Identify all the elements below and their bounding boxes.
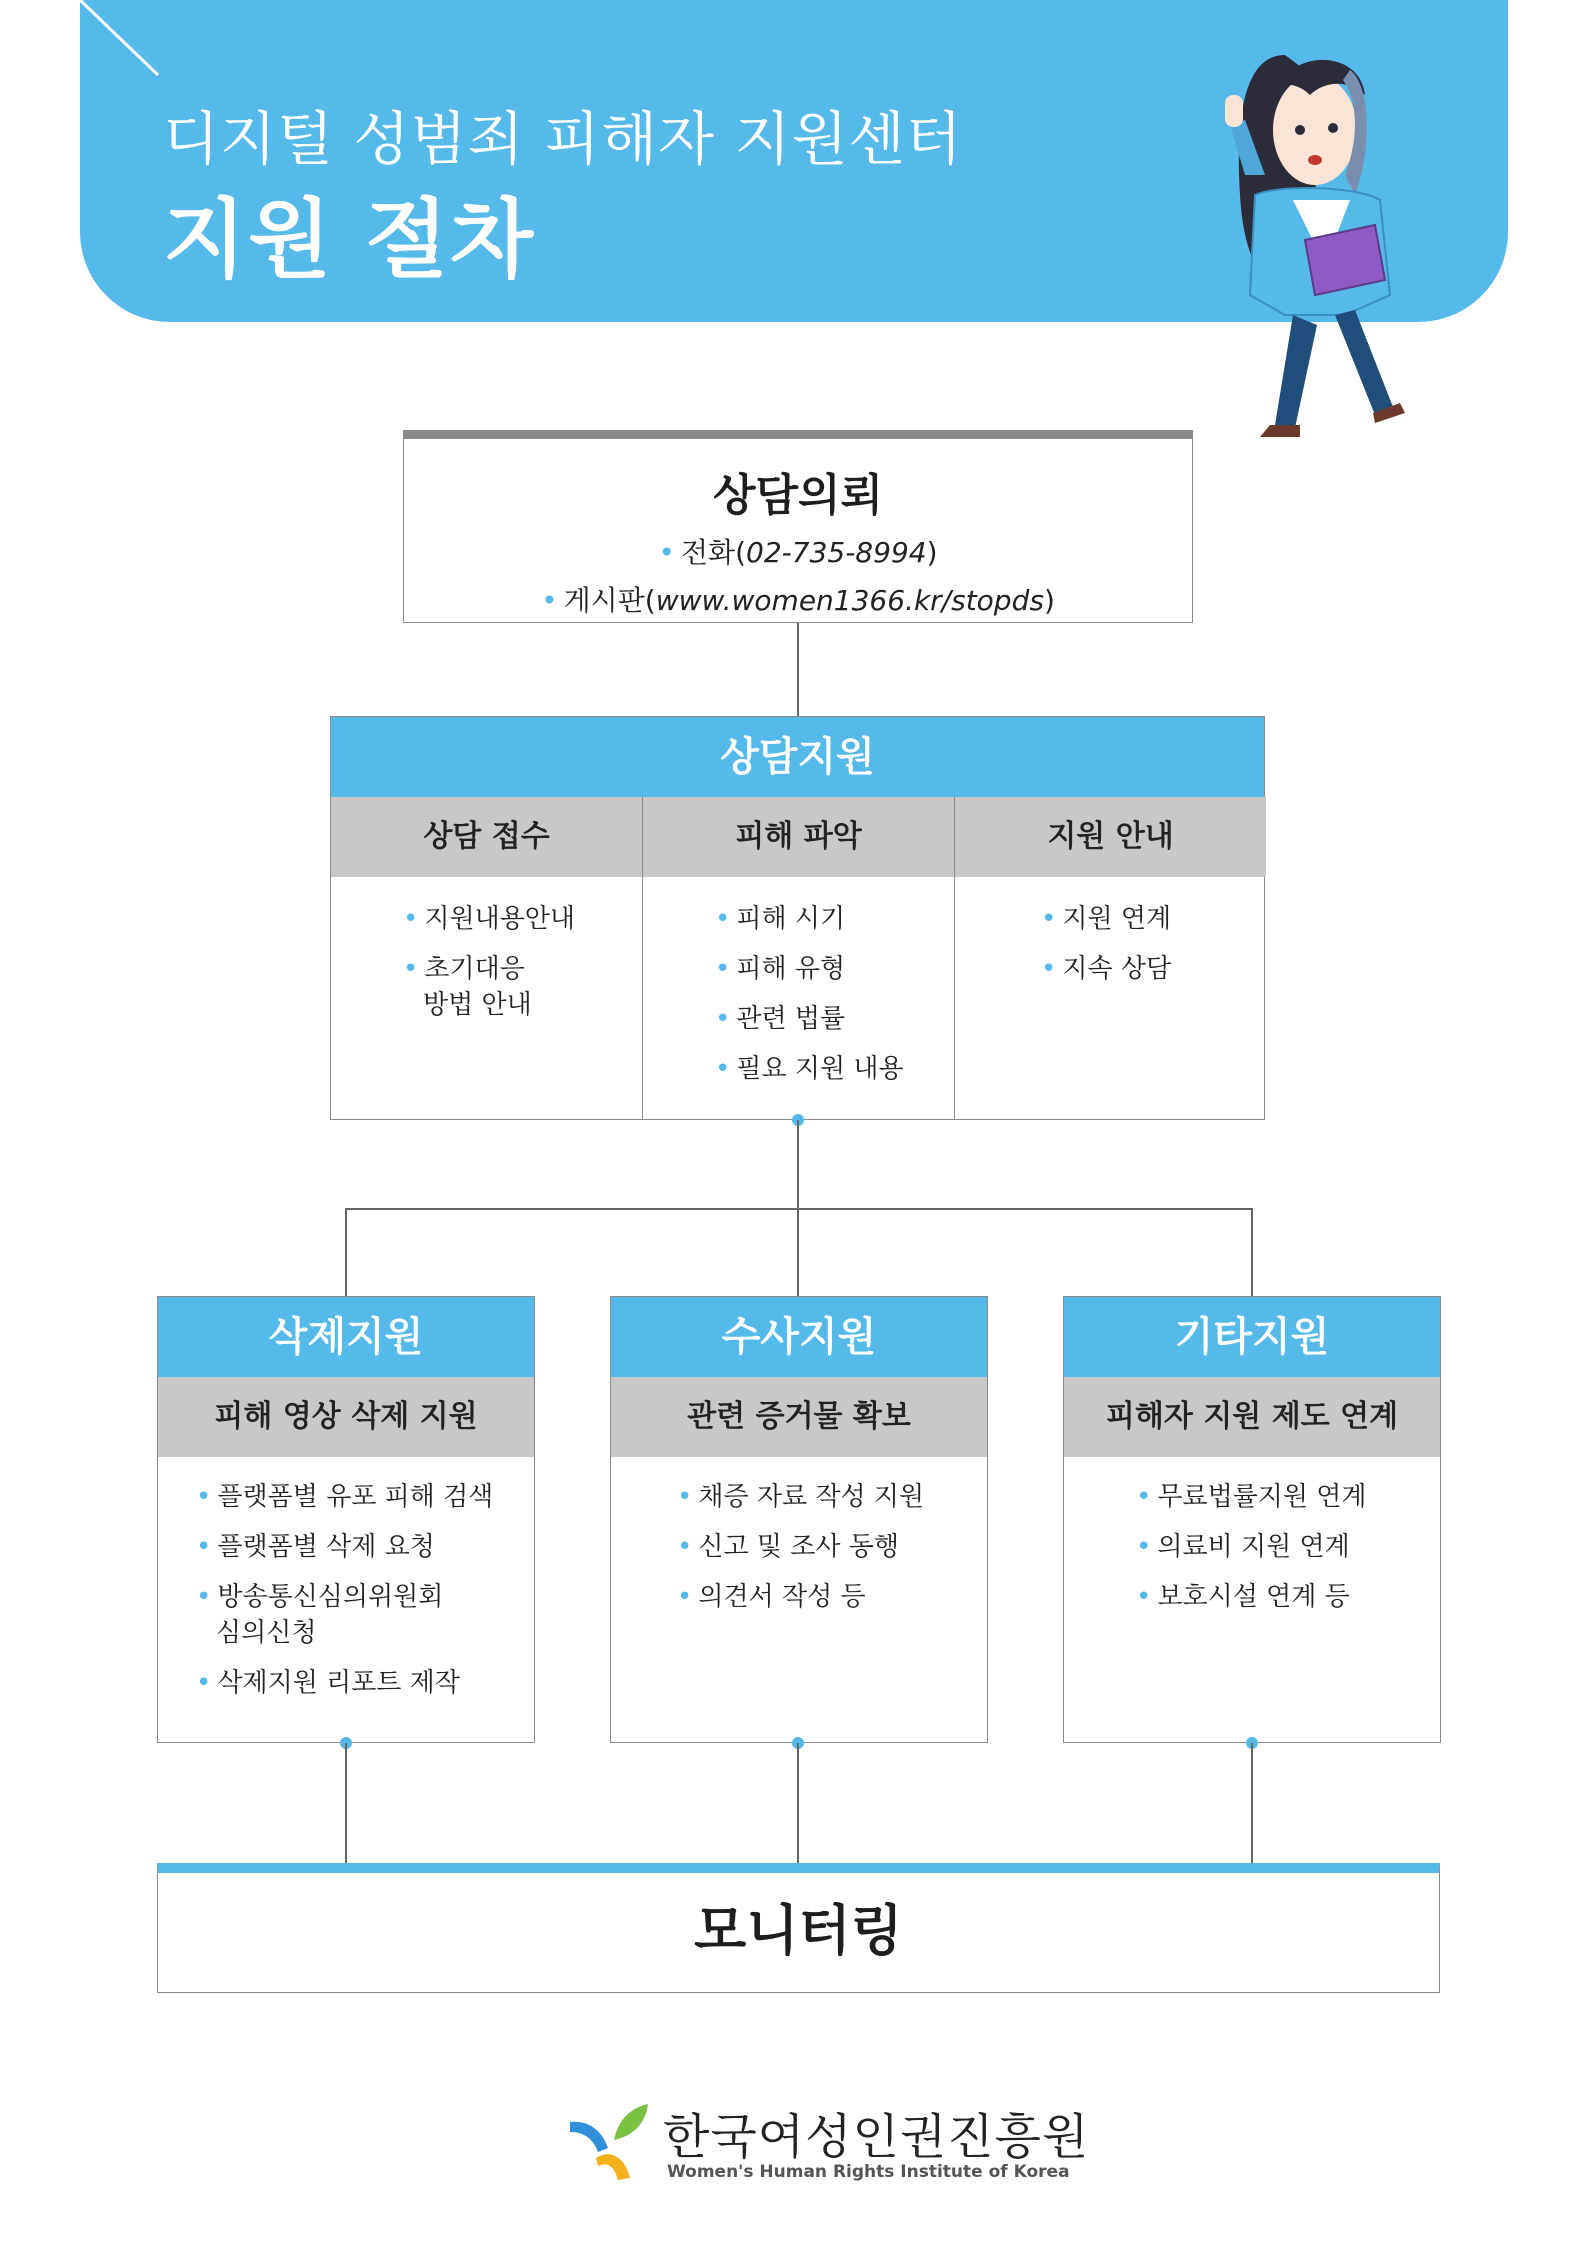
- header-subtitle: 디지털 성범죄 피해자 지원센터: [163, 105, 963, 173]
- list-item: • 플랫폼별 삭제 요청: [196, 1532, 435, 1562]
- list-item: • 지원 연계: [1041, 904, 1172, 934]
- connector-line: [1251, 1208, 1253, 1296]
- counseling-column: [643, 797, 955, 1120]
- support-title: 삭제지원: [158, 1297, 534, 1377]
- connector-line: [345, 1743, 347, 1863]
- board-url: www.women1366.kr/stopds: [655, 584, 1044, 617]
- list-item-continued: 방법 안내: [423, 990, 532, 1020]
- deletion-support-box: [157, 1296, 535, 1743]
- list-item: • 플랫폼별 유포 피해 검색: [196, 1482, 494, 1512]
- phone-number: 02-735-8994: [746, 536, 927, 569]
- header-title: 지원 절차: [163, 190, 536, 290]
- list-item: • 삭제지원 리포트 제작: [196, 1668, 460, 1698]
- column-header: 상담 접수: [331, 797, 642, 877]
- list-item: • 방송통신심의위원회: [196, 1582, 444, 1612]
- investigation-support-box: [610, 1296, 988, 1743]
- support-subtitle: 피해자 지원 제도 연계: [1064, 1377, 1440, 1457]
- connector-line: [345, 1208, 1253, 1210]
- connector-line: [345, 1208, 347, 1296]
- list-item: • 무료법률지원 연계: [1136, 1482, 1367, 1512]
- request-box: [403, 430, 1193, 623]
- support-subtitle: 관련 증거물 확보: [611, 1377, 987, 1457]
- list-item: • 피해 시기: [715, 904, 846, 934]
- org-name-english: Women's Human Rights Institute of Korea: [667, 2162, 1070, 2182]
- other-support-box: [1063, 1296, 1441, 1743]
- phone-line: • 전화(02-735-8994): [658, 536, 938, 569]
- column-header: 지원 안내: [955, 797, 1266, 877]
- counseling-title: 상담지원: [331, 717, 1264, 797]
- list-item: • 신고 및 조사 동행: [677, 1532, 899, 1562]
- counseling-column: [955, 797, 1266, 1120]
- board-line: • 게시판(www.women1366.kr/stopds): [541, 584, 1055, 617]
- list-item: • 보호시설 연계 등: [1136, 1582, 1350, 1612]
- list-item: • 관련 법률: [715, 1004, 846, 1034]
- org-name-korean: 한국여성인권진흥원: [663, 2109, 1090, 2165]
- support-title: 기타지원: [1064, 1297, 1440, 1377]
- list-item: • 지원내용안내: [403, 904, 576, 934]
- list-item: • 피해 유형: [715, 954, 846, 984]
- bullet-icon: •: [541, 584, 558, 617]
- woman-character-illustration: [1175, 25, 1435, 465]
- list-item: • 의료비 지원 연계: [1136, 1532, 1350, 1562]
- column-header: 피해 파악: [643, 797, 954, 877]
- list-item: • 지속 상담: [1041, 954, 1172, 984]
- connector-line: [1251, 1743, 1253, 1863]
- org-logo-icon: [568, 2100, 652, 2180]
- request-title: 상담의뢰: [712, 470, 883, 521]
- counseling-support-box: [330, 716, 1265, 1120]
- list-item: • 초기대응: [403, 954, 525, 984]
- list-item: • 채증 자료 작성 지원: [677, 1482, 925, 1512]
- connector-line: [797, 1743, 799, 1863]
- counseling-column: [331, 797, 643, 1120]
- bullet-icon: •: [658, 536, 675, 569]
- list-item-continued: 심의신청: [216, 1618, 317, 1648]
- support-title: 수사지원: [611, 1297, 987, 1377]
- connector-line: [797, 623, 799, 716]
- support-subtitle: 피해 영상 삭제 지원: [158, 1377, 534, 1457]
- list-item: • 필요 지원 내용: [715, 1054, 904, 1084]
- monitoring-box: 모니터링: [157, 1863, 1440, 1993]
- list-item: • 의견서 작성 등: [677, 1582, 866, 1612]
- decorative-slash: [78, 0, 168, 85]
